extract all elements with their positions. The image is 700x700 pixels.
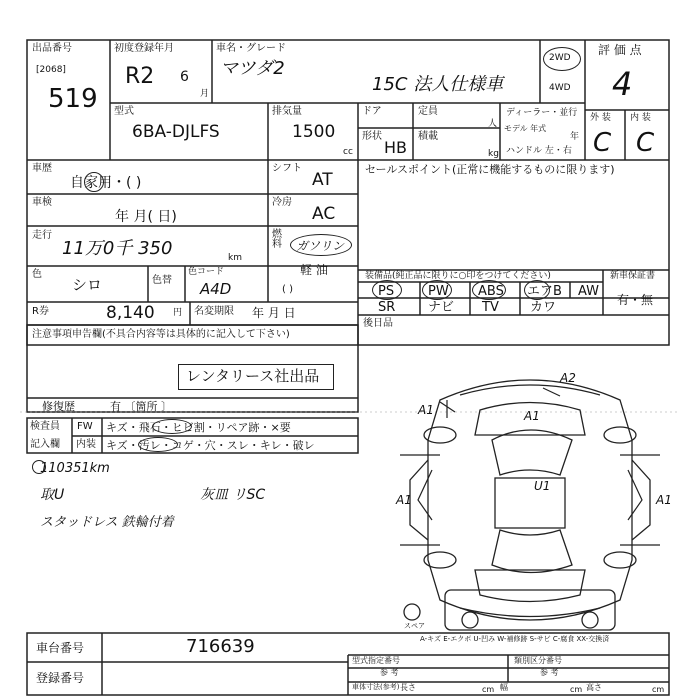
dealer-label: ディーラー・並行 <box>506 108 578 118</box>
type-label: 型式指定番号 <box>352 656 400 665</box>
equip-sr: SR <box>378 300 396 315</box>
equip-abs-circle <box>472 280 506 300</box>
diagram-mark-a1-left: A1 <box>396 493 412 507</box>
chassis-label: 車台番号 <box>36 641 85 655</box>
ref-1: 参 考 <box>380 668 399 677</box>
width-label: 幅 <box>500 683 508 692</box>
fuel-diesel: 軽 油 <box>300 263 328 277</box>
inspector-label-1: 検査員 <box>30 421 60 432</box>
diagram-legend: A-キズ E-エクボ U-凹み W-補修跡 S-サビ C-腐食 XX-交換済 <box>420 635 610 643</box>
repair-label: 修復歴 <box>42 400 75 413</box>
lot-number: 519 <box>48 84 98 114</box>
score-label: 評 価 点 <box>598 43 642 57</box>
diagram-mark-a2: A2 <box>560 371 576 385</box>
equip-pw: PW <box>428 284 449 299</box>
mileage-unit: km <box>228 253 242 263</box>
door-label: ドア <box>362 106 382 117</box>
grade: 15C 法人仕様車 <box>372 74 504 95</box>
transfer-value: 年 月 日 <box>252 306 296 320</box>
color-code: A4D <box>200 280 232 298</box>
color: シロ <box>72 276 103 294</box>
equip-label: 装備品(純正品に限りに○印をつけてください) <box>365 271 551 281</box>
ext-grade: C <box>593 128 612 158</box>
diagram-mark-a1-right: A1 <box>656 493 672 507</box>
ac-label: 冷房 <box>272 197 292 208</box>
int-grade: C <box>636 128 655 158</box>
equip-tv: TV <box>482 300 499 315</box>
length-label: 長さ <box>400 683 416 692</box>
lot-small: [2068] <box>36 65 66 75</box>
load-label: 積載 <box>418 131 438 142</box>
inspect-value: 年 月( 日) <box>115 209 177 225</box>
diagram-mark-a1-front: A1 <box>418 403 434 417</box>
chassis: 716639 <box>186 636 255 657</box>
height-label: 高さ <box>586 683 602 692</box>
fuel-gas: ガソリン <box>296 239 345 253</box>
ac: AC <box>312 204 336 224</box>
body-label: 形状 <box>362 131 382 142</box>
equip-airbag: エアB <box>527 284 562 299</box>
shift-label: シフト <box>272 163 302 174</box>
inspector-row1: キズ・飛石・ヒビ割・リペア跡・×要 <box>106 421 291 434</box>
inspector-note-4: 灰皿 リSC <box>200 487 266 503</box>
car-name-label: 車名・グレード <box>216 43 286 54</box>
height-unit: cm <box>652 685 665 694</box>
model-label: 型式 <box>114 106 134 117</box>
lot-label: 出品番号 <box>32 43 72 54</box>
cap-label: 定員 <box>418 106 438 117</box>
rear-label: 後日品 <box>363 318 393 329</box>
rental-stamp-text: レンタリース社出品 <box>186 367 320 385</box>
cap-unit: 人 <box>488 119 498 129</box>
width-unit: cm <box>570 685 583 694</box>
reg-month: 6 <box>180 69 189 85</box>
transfer-label: 名変期限 <box>194 306 234 317</box>
fuel-other: ( ) <box>282 284 293 295</box>
color-change-label: 色替 <box>152 275 172 286</box>
history-label: 車歴 <box>32 163 52 174</box>
drive-2wd: 2WD <box>549 53 571 63</box>
cc-label: 排気量 <box>272 106 302 117</box>
ref-2: 参 考 <box>540 668 559 677</box>
reg-label: 初度登録年月 <box>114 43 174 54</box>
color-label: 色 <box>32 269 42 280</box>
regno-label: 登録番号 <box>36 671 85 685</box>
inspector-circle-1 <box>152 419 192 434</box>
inspector-circle-2 <box>138 437 178 452</box>
mileage: 11万0千 350 <box>62 238 173 259</box>
equip-leather: カワ <box>530 300 557 315</box>
car-name: マツダ2 <box>220 58 285 79</box>
fuel-circle <box>290 234 352 256</box>
warranty-value: 有・無 <box>617 293 654 307</box>
shift: AT <box>312 170 333 190</box>
reg-month-unit: 月 <box>200 89 210 99</box>
r-unit: 円 <box>173 308 183 318</box>
r-value: 8,140 <box>106 303 155 323</box>
diagram-mark-u1: U1 <box>534 479 551 493</box>
color-code-label: 色コード <box>188 267 225 277</box>
reg-era: R2 <box>125 64 155 89</box>
repair-value: 有 〔箇所 〕 <box>110 400 172 413</box>
mileage-label: 走行 <box>32 230 52 241</box>
history-value: 自家用・( ) <box>70 175 142 191</box>
model-year-label: モデル 年式 <box>504 124 547 133</box>
cc-unit: cc <box>343 147 353 157</box>
inspector-fw: FW <box>77 421 93 432</box>
int-label: 内 装 <box>630 113 651 123</box>
length-unit: cm <box>482 685 495 694</box>
load-unit: kg <box>488 149 499 159</box>
cc: 1500 <box>292 122 336 142</box>
inspector-note-1: 110351km <box>40 461 110 476</box>
inspector-naiso: 内装 <box>76 439 96 450</box>
inspector-row2: キズ・汚レ・コゲ・穴・スレ・キレ・破レ <box>106 439 315 452</box>
score: 4 <box>612 65 633 103</box>
handle-label: ハンドル 左・右 <box>506 146 572 156</box>
inspector-label-2: 記入欄 <box>30 439 60 450</box>
diagram-mark-a1-hood: A1 <box>524 409 540 423</box>
ext-label: 外 装 <box>590 113 611 123</box>
r-label: R券 <box>32 306 49 317</box>
selling-label: セールスポイント(正常に機能するものに限ります) <box>365 163 615 176</box>
equip-ps: PS <box>378 284 395 299</box>
year-unit: 年 <box>570 132 580 142</box>
inspector-note-circle <box>32 460 46 474</box>
fuel-label: 燃料 <box>272 229 282 250</box>
inspect-label: 車検 <box>32 197 52 208</box>
equip-abs: ABS <box>478 284 504 299</box>
equip-navi: ナビ <box>428 300 455 315</box>
body: HB <box>384 138 408 157</box>
equip-aw: AW <box>578 284 600 299</box>
history-circle <box>84 172 104 192</box>
size-label: 車体寸法(参考) <box>352 683 400 691</box>
notes-label: 注意事項申告欄(不具合内容等は具体的に記入して下さい) <box>32 329 290 340</box>
equip-pw-circle <box>422 280 452 300</box>
equip-airbag-circle <box>524 280 550 300</box>
inspector-note-3: スタッドレス 鉄輪付着 <box>40 515 174 530</box>
equip-ps-circle <box>372 280 402 300</box>
class-label: 類別区分番号 <box>514 656 562 665</box>
inspector-note-2: 取U <box>40 487 65 503</box>
warranty-label: 新車保証書 <box>610 271 656 281</box>
drive-4wd: 4WD <box>549 83 571 93</box>
diagram-sub-label: スペア <box>404 622 425 630</box>
model: 6BA-DJLFS <box>132 122 220 142</box>
